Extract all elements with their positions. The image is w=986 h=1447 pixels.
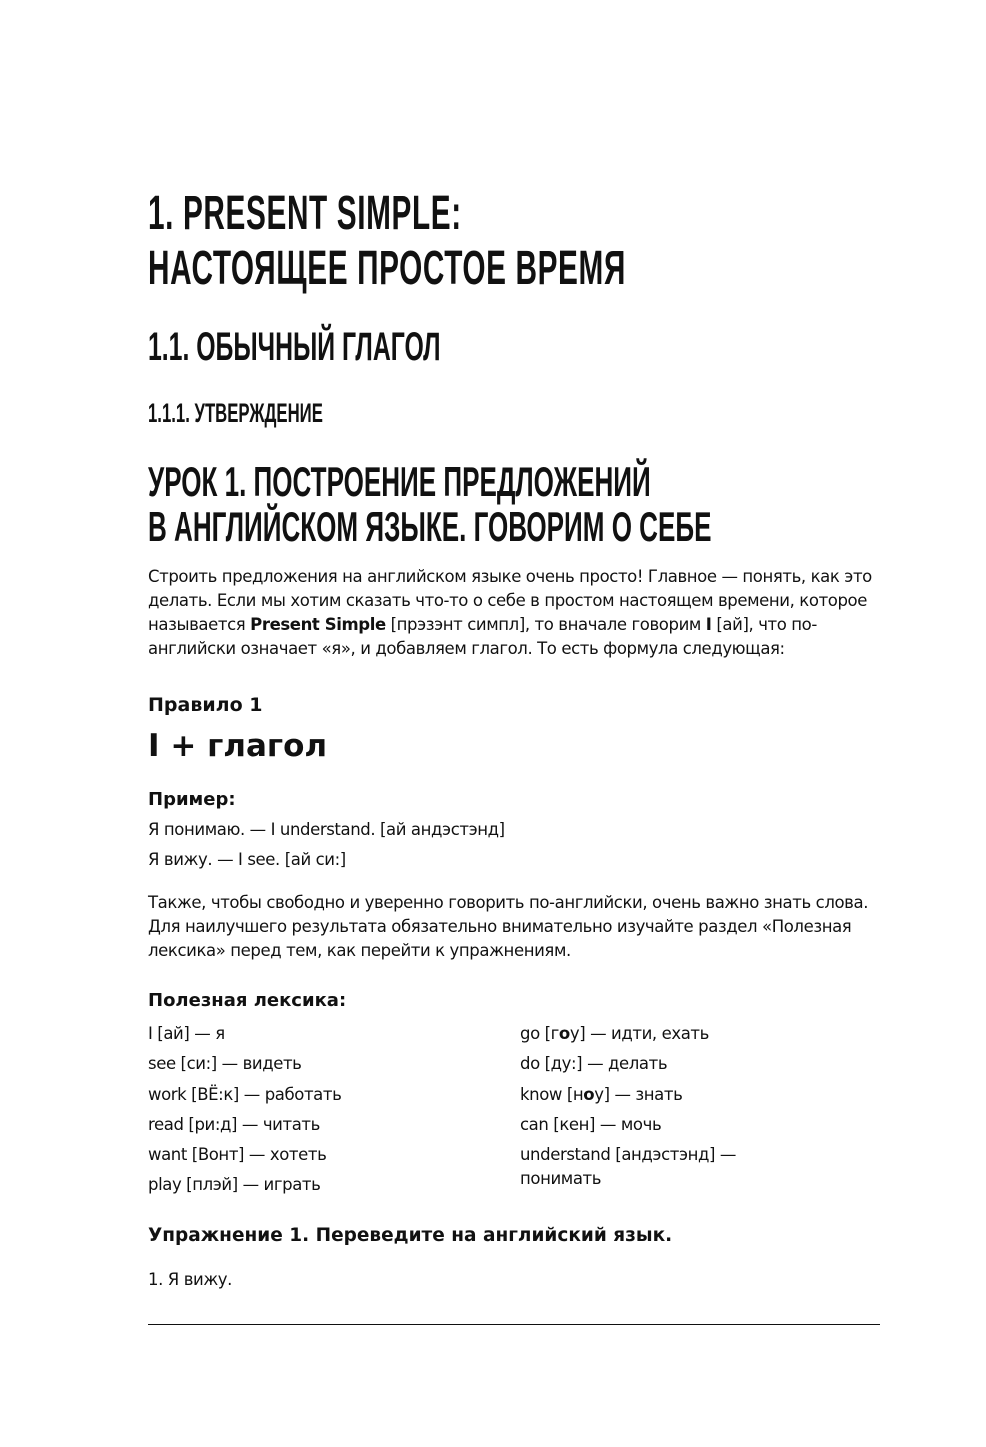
vocabulary-item: work [ВЁ:к] — работать: [148, 1084, 342, 1104]
vocabulary-item: I [ай] — я: [148, 1024, 225, 1043]
chapter-title-line-2: НАСТОЯЩЕЕ ПРОСТОЕ ВРЕМЯ: [148, 242, 626, 295]
rule-formula: I + глагол: [148, 728, 328, 764]
intro-text-3: [ай], что по-английски означает «я», и добавляем глагол. То есть формула следующая:: [148, 615, 817, 658]
chapter-title: [148, 186, 626, 296]
vocabulary-tip-paragraph: Также, чтобы свободно и уверенно говорить по-английски, очень важно знать слова. Для наилучшего результата обязательно внимательно изучайте раздел «Полезная лексика» перед тем, как перейти к упражнениям.: [148, 893, 869, 960]
example-item: Я понимаю. — I understand. [ай андэстэнд]: [148, 820, 505, 839]
section-title: 1.1. ОБЫЧНЫЙ ГЛАГОЛ: [148, 325, 441, 369]
vocabulary-text: у] — знать: [594, 1084, 683, 1104]
vocabulary-text: know [н: [520, 1084, 584, 1104]
example-item: Я вижу. — I see. [ай си:]: [148, 850, 346, 869]
vocabulary-list-right: [520, 1022, 770, 1197]
rule-label: Правило 1: [148, 694, 263, 716]
intro-paragraph: [148, 565, 883, 661]
example-label: Пример:: [148, 789, 236, 810]
exercise-item: 1. Я вижу.: [148, 1270, 233, 1289]
present-simple-term: Present Simple: [250, 615, 386, 634]
subsection-title: 1.1.1. УТВЕРЖДЕНИЕ: [148, 398, 323, 428]
intro-text-2: [прэзэнт симпл], то вначале говорим: [385, 615, 706, 634]
lesson-title-line-1: УРОК 1. ПОСТРОЕНИЕ ПРЕДЛОЖЕНИЙ: [148, 458, 651, 505]
lesson-title: [148, 459, 711, 549]
vocabulary-text: у] — идти, ехать: [569, 1024, 709, 1043]
vocabulary-item: want [Вонт] — хотеть: [148, 1145, 327, 1165]
vocabulary-item: [520, 1022, 770, 1046]
pronoun-i: I: [705, 615, 712, 634]
chapter-title-line-1: 1. PRESENT SIMPLE:: [148, 187, 462, 240]
lesson-title-line-2: В АНГЛИЙСКОМ ЯЗЫКЕ. ГОВОРИМ О СЕБЕ: [148, 503, 712, 550]
vocabulary-item: understand [андэстэнд] — понимать: [520, 1145, 736, 1189]
vocabulary-item: [520, 1083, 770, 1107]
stressed-vowel: о: [558, 1024, 570, 1043]
vocabulary-list-left: [148, 1022, 508, 1204]
exercise-label: Упражнение 1. Переведите на английский язык.: [148, 1225, 673, 1246]
vocabulary-item: play [плэй] — играть: [148, 1175, 321, 1195]
stressed-vowel: о: [583, 1084, 595, 1104]
vocabulary-item: read [ри:д] — читать: [148, 1114, 320, 1134]
vocabulary-item: do [ду:] — делать: [520, 1054, 668, 1074]
vocabulary-text: go [г: [520, 1024, 559, 1043]
vocabulary-item: can [кен] — мочь: [520, 1114, 662, 1134]
intro-text-1: Строить предложения на английском языке очень просто! Главное — понять, как это делать. Если мы хотим сказать что-то о себе в простом настоящем времени, которое называется: [148, 567, 872, 634]
examples-list: [148, 818, 505, 878]
vocabulary-item: see [си:] — видеть: [148, 1054, 302, 1074]
answer-line: [148, 1324, 880, 1325]
vocabulary-label: Полезная лексика:: [148, 990, 347, 1011]
